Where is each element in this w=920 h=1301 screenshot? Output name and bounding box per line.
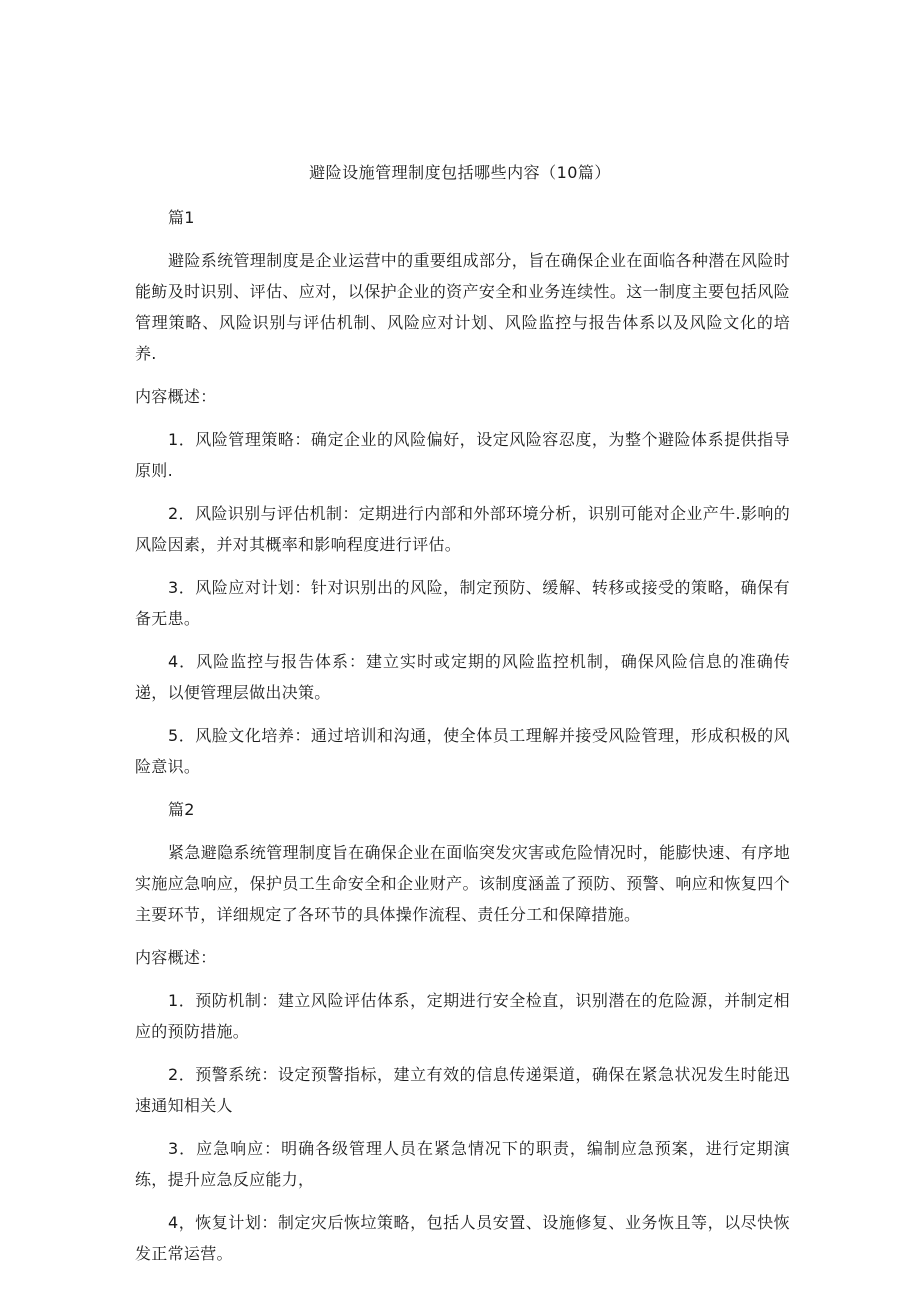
section-2-item-4: 4，恢复计划：制定灾后恢垃策略，包括人员安置、设施修复、业务恢且等，以尽快恢发正常运营。: [135, 1213, 790, 1263]
section-1-intro: 避险系统管理制度是企业运营中的重要组成部分，旨在确保企业在面临各种潜在风险时能鲂及时识别、评估、应对，以保护企业的资产安全和业务连续性。这一制度主要包括风险管理策略、风险识别与评估机制、风险应对计划、风险监控与报告体系以及风险文化的培养.: [135, 251, 790, 363]
section-2-item-2: 2．预警系统：设定预警指标，建立有效的信息传递渠道，确保在紧急状况发生时能迅速通知相关人: [135, 1065, 790, 1115]
document-body: [135, 202, 790, 1281]
section-1-item-3: 3．风险应对计划：针对识别出的风险，制定预防、缓解、转移或接受的策略，确保有备无患。: [135, 578, 790, 628]
section-1-item-2: 2．风险识别与评估机制：定期进行内部和外部环境分析，识别可能对企业产牛.影响的风险因素，并对其概率和影响程度进行评估。: [135, 504, 790, 554]
section-1-summary-heading: 内容概述：: [135, 387, 217, 406]
section-1-item-4: 4．风险监控与报告体系：建立实时或定期的风险监控机制，确保风险信息的准确传递，以便管理层做出决策。: [135, 652, 790, 702]
section-1-item-1: 1．风险管理策略：确定企业的风险偏好，设定风险容忍度，为整个避险体系提供指导原则.: [135, 430, 790, 480]
section-2-intro: 紧急避隐系统管理制度旨在确保企业在面临突发灾害或危险情况时，能膨快速、有序地实施应急响应，保护员工生命安全和企业财产。该制度涵盖了预防、预警、响应和恢复四个主要环节，详细规定了各环节的具体操作流程、责任分工和保障措施。: [135, 843, 790, 924]
section-1-label: 篇1: [168, 208, 195, 227]
section-2-item-1: 1．预防机制：建立风险评估体系，定期进行安全检直，识别潜在的危险源，并制定相应的预防措施。: [135, 991, 790, 1041]
section-2-summary-heading: 内容概述：: [135, 948, 217, 967]
document-title: 避险设施管理制度包括哪些内容（10篇）: [309, 163, 611, 182]
section-2-label: 篇2: [168, 800, 195, 819]
section-1-item-5: 5．风脸文化培养：通过培训和沟通，使全体员工理解并接受风险管理，形成积极的风险意识。: [135, 726, 790, 776]
section-2-item-3: 3．应急响应：明确各级管理人员在紧急情况下的职责，编制应急预案，进行定期演练，提升应急反应能力，: [135, 1139, 790, 1189]
